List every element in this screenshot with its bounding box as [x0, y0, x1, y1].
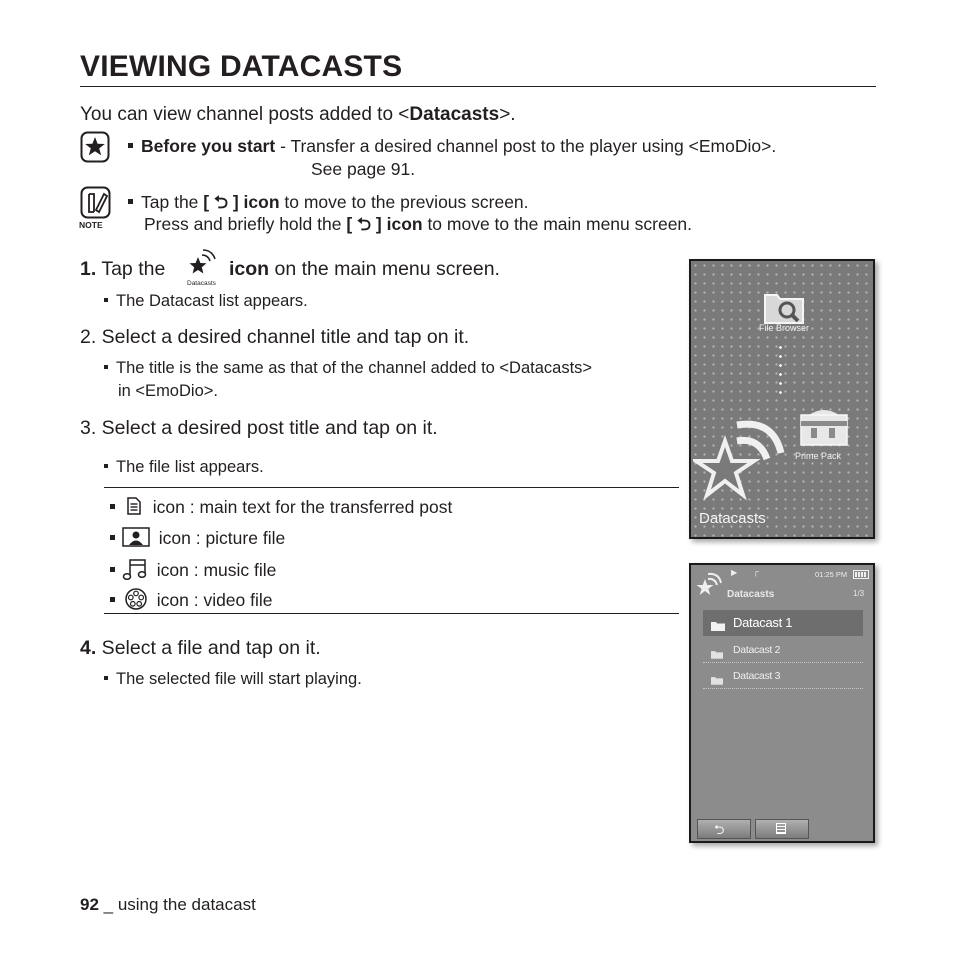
clock: 01:25 PM: [815, 570, 848, 579]
before-start-text: - Transfer a desired channel post to the player using <EmoDio>.: [275, 136, 777, 156]
step-1: [80, 258, 165, 281]
step-4-sub: [104, 670, 362, 689]
note-line2-pre: Press and briefly hold the: [144, 214, 347, 234]
list-item-label: Datacast 3: [733, 670, 781, 682]
step-1-number: 1.: [80, 258, 97, 280]
note-line1-bold: [ ⮌ ] icon: [203, 192, 280, 212]
list-item[interactable]: [703, 664, 863, 689]
intro-text: [80, 104, 516, 126]
icon-row-video: [110, 588, 273, 615]
step-2-sub1-text: The title is the same as that of the channel added to <Datacasts>: [116, 359, 593, 377]
note-icon: [80, 186, 112, 234]
repeat-status-icon: ┌: [753, 567, 759, 576]
datacasts-big-icon[interactable]: [693, 419, 785, 514]
before-start-label: Before you start: [141, 136, 276, 156]
step-4: [80, 637, 321, 660]
back-button[interactable]: [697, 819, 751, 839]
step-4-text: Select a file and tap on it.: [96, 637, 321, 659]
step-1-rest: [229, 258, 500, 281]
page-footer: [80, 895, 256, 915]
folder-icon: [711, 672, 723, 690]
icon-row-text: [110, 497, 452, 519]
play-status-icon: ▶: [731, 568, 738, 577]
prime-pack-label: Prime Pack: [795, 451, 842, 461]
step-1-pre: Tap the: [96, 258, 166, 280]
datacasts-inline-icon: [184, 246, 224, 290]
list-item[interactable]: [703, 638, 863, 663]
main-menu-screen: [689, 259, 875, 539]
list-item-label: Datacast 2: [733, 644, 781, 656]
back-icon: ⮌: [714, 822, 725, 837]
note-line1-pre: Tap the: [141, 192, 204, 212]
text-file-icon: [126, 497, 142, 520]
intro-suffix: >.: [499, 104, 516, 125]
step-3-sub: [104, 458, 264, 477]
folder-icon: [711, 646, 723, 664]
step-3-sub-text: The file list appears.: [116, 458, 264, 476]
title-rule: [80, 86, 876, 87]
menu-button[interactable]: [755, 819, 809, 839]
note-line2-post: to move to the main menu screen.: [422, 214, 693, 234]
menu-list-icon: [776, 823, 786, 834]
step-4-number: 4.: [80, 637, 97, 659]
step-3: 3. Select a desired post title and tap on it.: [80, 417, 438, 439]
battery-icon: [853, 570, 869, 579]
video-file-icon: [124, 588, 148, 615]
note-line1-post: to move to the previous screen.: [279, 192, 529, 212]
step-4-sub-text: The selected file will start playing.: [116, 670, 362, 688]
datacast-list-screen: [689, 563, 875, 843]
step-1-sub-text: The Datacast list appears.: [116, 292, 308, 310]
before-start-line2: See page 91.: [311, 159, 416, 179]
note-label: NOTE: [79, 220, 103, 230]
music-file-desc: icon : music file: [156, 560, 277, 581]
step-1-bold: icon: [229, 258, 270, 280]
picture-file-desc: icon : picture file: [158, 528, 286, 549]
step-2-sub2: in <EmoDio>.: [118, 382, 218, 400]
text-file-desc: icon : main text for the transferred post: [152, 497, 453, 518]
datacasts-header-icon: [695, 571, 723, 604]
icon-row-music: [110, 557, 276, 586]
star-note-icon: [80, 131, 110, 163]
prime-pack-icon[interactable]: [797, 403, 851, 456]
icon-table-top-rule: [104, 487, 679, 488]
step-2-sub1: [104, 359, 592, 378]
step-1-sub: [104, 292, 308, 311]
datacasts-inline-label: Datacasts: [187, 280, 216, 287]
list-item-label: Datacast 1: [733, 615, 793, 630]
file-browser-label: File Browser: [759, 323, 810, 333]
folder-icon: [711, 618, 725, 636]
intro-bold: Datacasts: [409, 104, 500, 125]
menu-path-dots: [779, 343, 782, 399]
note-line2: [144, 212, 692, 242]
step-1-post: on the main menu screen.: [269, 258, 500, 280]
datacasts-label: Datacasts: [699, 510, 766, 527]
video-file-desc: icon : video file: [156, 590, 273, 611]
intro-prefix: You can view channel posts added to <: [80, 104, 410, 125]
before-start-line: [128, 136, 776, 157]
music-file-icon: [122, 557, 148, 586]
step-2: 2. Select a desired channel title and tap on it.: [80, 326, 470, 348]
page-title: VIEWING DATACASTS: [80, 50, 403, 83]
picture-file-icon: [122, 527, 150, 552]
footer-text: _ using the datacast: [98, 895, 256, 914]
list-page-indicator: 1/3: [853, 589, 865, 598]
page-number: 92: [80, 895, 99, 914]
icon-table-bottom-rule: [104, 613, 679, 614]
icon-row-picture: [110, 527, 285, 552]
list-item-selected[interactable]: [703, 610, 863, 636]
list-title: Datacasts: [727, 589, 775, 600]
note-line2-bold: [ ⮌ ] icon: [346, 214, 423, 234]
